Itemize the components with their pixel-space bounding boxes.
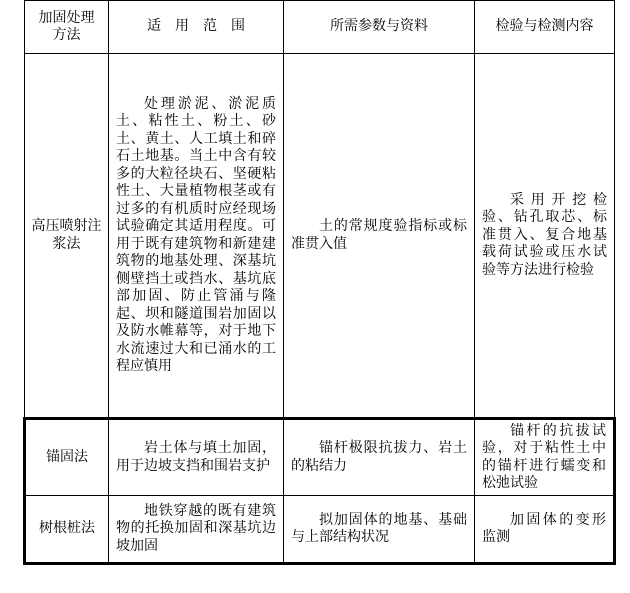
header-row	[25, 1, 615, 54]
reinforcement-methods-table	[23, 0, 616, 565]
row-method: 高压喷射注浆法	[25, 54, 109, 419]
row-params: 土的常规度验指标或标准贯入值	[284, 54, 475, 419]
row-scope: 地铁穿越的既有建筑物的托换加固和深基坑边坡加固	[109, 496, 284, 564]
row-method: 锚固法	[25, 419, 109, 496]
row-inspection: 加固体的变形监测	[475, 496, 615, 564]
row-inspection: 锚杆的抗拔试验，对于粘性土中的锚杆进行蠕变和松弛试验	[475, 419, 615, 496]
table-row	[25, 419, 615, 496]
header-method: 加固处理方法	[25, 1, 109, 54]
row-scope: 处理淤泥、淤泥质土、粘性土、粉土、砂土、黄土、人工填土和碎石土地基。当土中含有较多的大粒径块石、坚硬粘性土、大量植物根茎或有过多的有机质时应经现场试验确定其适用程度。可用于既有建筑物和新建建筑物的地基处理、深基坑侧壁挡土或挡水、基坑底部加固、防止管涌与隆起、坝和隧道围岩加固以及防水帷幕等，对于地下水流速过大和已涌水的工程应慎用	[109, 54, 284, 419]
table-row	[25, 54, 615, 419]
header-scope: 适 用 范 围	[109, 1, 284, 54]
row-scope: 岩土体与填土加固，用于边坡支挡和围岩支护	[109, 419, 284, 496]
row-inspection: 采用开挖检验、钻孔取芯、标准贯入、复合地基载荷试验或压水试验等方法进行检验	[475, 54, 615, 419]
row-params: 拟加固体的地基、基础与上部结构状况	[284, 496, 475, 564]
row-params: 锚杆极限抗拔力、岩土的粘结力	[284, 419, 475, 496]
row-method: 树根桩法	[25, 496, 109, 564]
header-params: 所需参数与资料	[284, 1, 475, 54]
table-row	[25, 496, 615, 564]
header-inspection: 检验与检测内容	[475, 1, 615, 54]
